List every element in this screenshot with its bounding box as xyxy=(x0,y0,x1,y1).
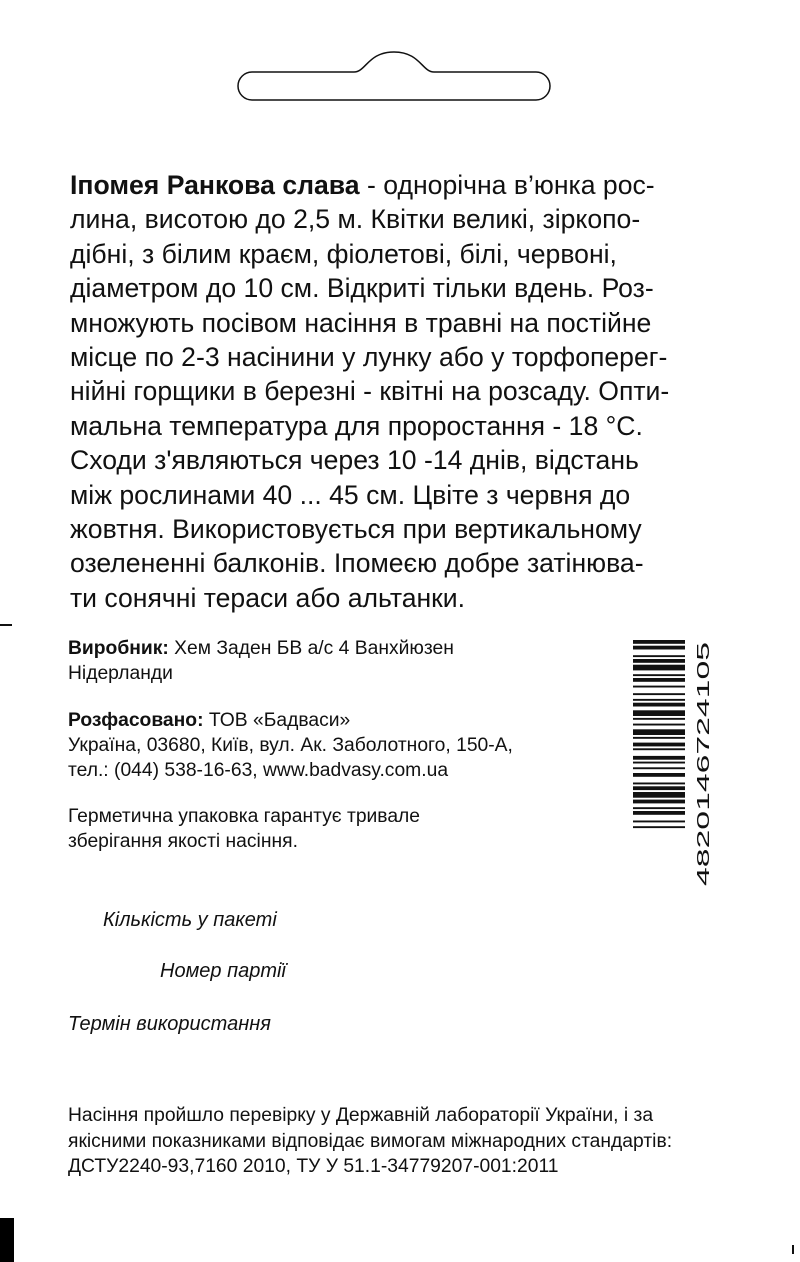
description-line: жовтня. Використовується при вертикальному xyxy=(70,514,642,545)
barcode-bar xyxy=(633,773,685,777)
product-description xyxy=(70,168,722,615)
barcode-bar xyxy=(633,718,685,720)
barcode-bar xyxy=(633,811,685,815)
description-line: лина, висотою до 2,5 м. Квітки великі, зіркопо- xyxy=(70,204,641,235)
description-line: нійні горщики в березні - квітні на розсаду. Опти- xyxy=(70,376,670,407)
description-line: множують посівом насіння в травні на постійне xyxy=(70,307,652,338)
barcode-bar xyxy=(633,710,685,716)
barcode-bar xyxy=(633,640,685,644)
barcode-bar xyxy=(633,748,685,750)
description-line: діаметром до 10 см. Відкриті тільки вдень. Роз- xyxy=(70,273,654,304)
description-line: мальна температура для проростання - 18 °С. xyxy=(70,410,643,441)
barcode-bar xyxy=(633,665,685,671)
expiry-label: Термін використання xyxy=(68,1013,271,1035)
cut-mark xyxy=(792,1245,794,1254)
barcode-bar xyxy=(633,767,685,769)
barcode-bar xyxy=(633,693,685,695)
barcode xyxy=(633,636,713,888)
barcode-bar xyxy=(633,655,685,657)
description-line: озелененні балконів. Іпомеєю добре затінюва- xyxy=(70,548,644,579)
producer-country: Нідерланди xyxy=(68,663,173,684)
barcode-bar xyxy=(633,821,685,823)
description-line: дібні, з білим краєм, фіолетові, білі, червоні, xyxy=(70,238,617,269)
description-line: Іпомея Ранкова слава - однорічна в’юнка рос- xyxy=(70,170,655,200)
description-line: Сходи з'являються через 10 -14 днів, відстань xyxy=(70,445,639,476)
barcode-bar xyxy=(633,800,685,804)
barcode-bar xyxy=(633,674,685,676)
packer-label: Розфасовано: xyxy=(68,710,204,731)
packer-name: ТОВ «Бадваси» xyxy=(203,710,351,731)
hanger-hole xyxy=(236,44,552,108)
product-title: Іпомея Ранкова слава xyxy=(70,170,360,200)
barcode-bar xyxy=(633,783,685,785)
barcode-bar xyxy=(633,699,685,701)
description-line: між рослинами 40 ... 45 см. Цвіте з червня до xyxy=(70,479,631,510)
packer-address: Україна, 03680, Київ, вул. Ак. Заболотного, 150-А, xyxy=(68,735,513,756)
barcode-digits: 4820146724105 xyxy=(693,759,713,886)
barcode-bar xyxy=(633,743,685,747)
packer-info xyxy=(68,708,513,783)
producer-info xyxy=(68,636,454,686)
description-line: ти сонячні тераси або альтанки. xyxy=(70,582,466,613)
barcode-bar xyxy=(633,756,685,760)
certification-text: Насіння пройшло перевірку у Державній лабораторії України, і за якісними показниками відповідає вимогам міжнародних стандартів: ДСТУ2240-93,7160 2010, ТУ У 51.1-34779207-001:2011 xyxy=(68,1105,673,1177)
registration-mark xyxy=(0,1218,14,1262)
barcode-bar xyxy=(633,646,685,650)
packer-contacts: тел.: (044) 538-16-63, www.badvasy.com.ua xyxy=(68,760,449,781)
cut-mark xyxy=(0,624,12,626)
barcode-bar xyxy=(633,703,685,707)
barcode-bar xyxy=(633,762,685,764)
producer-name: Хем Заден БВ а/с 4 Ванхйюзен xyxy=(168,638,454,659)
barcode-bar xyxy=(633,659,685,663)
producer-label: Виробник: xyxy=(68,638,169,659)
barcode-bars xyxy=(633,640,685,828)
description-line: місце по 2-3 насінини у лунку або у торфоперег- xyxy=(70,342,668,373)
barcode-bar xyxy=(633,678,685,682)
barcode-bar xyxy=(633,826,685,828)
barcode-bar xyxy=(633,686,685,688)
barcode-bar xyxy=(633,792,685,798)
batch-number-label: Номер партії xyxy=(160,960,286,982)
barcode-bar xyxy=(633,807,685,809)
barcode-bar xyxy=(633,737,685,739)
quantity-label: Кількість у пакеті xyxy=(103,909,277,931)
barcode-bar xyxy=(633,729,685,735)
barcode-bar xyxy=(633,724,685,726)
barcode-bar xyxy=(633,786,685,790)
packaging-note: Герметична упаковка гарантує тривале зберігання якості насіння. xyxy=(68,806,421,852)
